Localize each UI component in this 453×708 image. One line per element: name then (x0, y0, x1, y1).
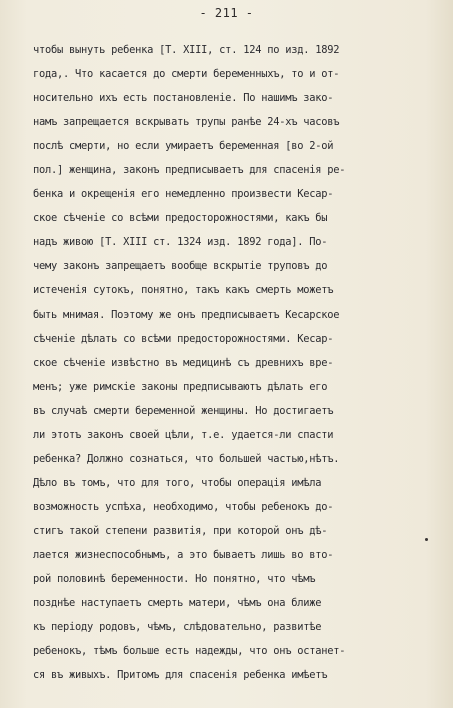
ink-speck (425, 538, 428, 541)
text-line: намъ запрещается вскрывать трупы ранѣе 24-хъ часовъ (33, 116, 340, 129)
body-text (33, 38, 443, 687)
text-line: бенка и окрещенія его немедленно произвести Кесар- (33, 188, 334, 201)
text-line: быть мнимая. Поэтому же онъ предписываетъ Кесарское (33, 308, 340, 321)
text-line: стигъ такой степени развитія, при которой онъ дѣ- (33, 524, 328, 537)
text-line: ское сѣченіе со всѣми предосторожностями, какъ бы (33, 212, 328, 225)
text-line: менъ; уже римскіе законы предписываютъ дѣлать его (33, 380, 328, 393)
page-number: - 211 - (199, 6, 254, 20)
text-line: возможность успѣха, необходимо, чтобы ребенокъ до- (33, 500, 334, 513)
text-line: надъ живою [Т. XIII ст. 1324 изд. 1892 года]. По- (33, 236, 328, 249)
text-line: года,. Что касается до смерти беременныхъ, то и от- (33, 68, 340, 81)
text-line: къ періоду родовъ, чѣмъ, слѣдовательно, развитѣе (33, 621, 322, 634)
text-line: рой половинѣ беременности. Но понятно, что чѣмъ (33, 573, 316, 586)
text-line: ли этотъ законъ своей цѣли, т.е. удается-ли спасти (33, 428, 334, 441)
text-line: въ случаѣ смерти беременной женщины. Но достигаетъ (33, 404, 334, 417)
text-line: ребенка? Должно сознаться, что большей частью,нѣтъ. (33, 452, 340, 465)
text-line: ское сѣченіе извѣстно въ медицинѣ съ древнихъ вре- (33, 356, 334, 369)
text-line: носительно ихъ есть постановленіе. По нашимъ зако- (33, 92, 334, 105)
text-line: сѣченіе дѣлать со всѣми предосторожностями. Кесар- (33, 332, 334, 345)
text-line: лается жизнеспособнымъ, а это бываетъ лишь во вто- (33, 548, 334, 561)
text-line: позднѣе наступаетъ смерть матери, чѣмъ она ближе (33, 597, 322, 610)
text-line: истеченія сутокъ, понятно, такъ какъ смерть можетъ (33, 284, 334, 297)
text-line: чтобы вынуть ребенка [Т. XIII, ст. 124 по изд. 1892 (33, 44, 340, 56)
text-line: пол.] женщина, законъ предписываетъ для спасенія ре- (33, 164, 346, 177)
text-line: ребенокъ, тѣмъ больше есть надежды, что онъ останет- (33, 645, 346, 658)
text-line: чему законъ запрещаетъ вообще вскрытіе труповъ до (33, 260, 328, 273)
text-line: послѣ смерти, но если умираетъ беременная [во 2-ой (33, 140, 334, 153)
text-line: ся въ живыхъ. Притомъ для спасенія ребенка имѣетъ (33, 669, 328, 682)
text-line: Дѣло въ томъ, что для того, чтобы операція имѣла (33, 476, 322, 489)
